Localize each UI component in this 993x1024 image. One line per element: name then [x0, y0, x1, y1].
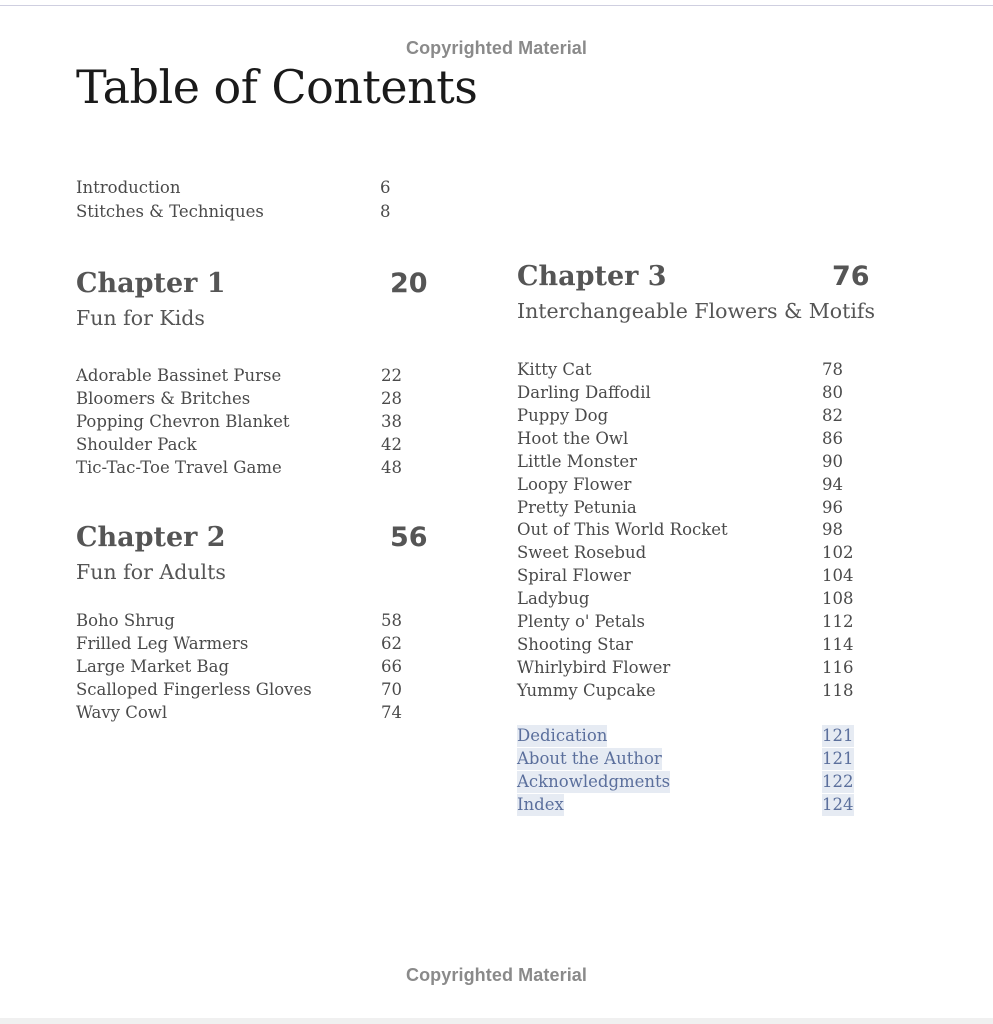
back-matter-entry	[517, 725, 877, 747]
toc-entry	[517, 497, 877, 519]
toc-entry-page: 102	[822, 543, 854, 562]
toc-entry-page: 62	[381, 634, 402, 653]
toc-entry-page: 121	[822, 749, 854, 768]
toc-entry-label: Bloomers & Britches	[76, 389, 251, 408]
toc-entry	[517, 680, 877, 702]
chapter-title: Chapter 3	[517, 261, 667, 292]
toc-entry	[517, 382, 877, 404]
toc-entry-label: Stitches & Techniques	[76, 202, 264, 221]
toc-entry-label: Spiral Flower	[517, 566, 631, 585]
toc-entry-page: 114	[822, 635, 854, 654]
toc-entry-label: Shooting Star	[517, 635, 633, 654]
toc-entry-label: Boho Shrug	[76, 611, 175, 630]
toc-entry-label: Large Market Bag	[76, 657, 230, 676]
toc-entry-page: 8	[380, 202, 391, 221]
toc-entry-label: Shoulder Pack	[76, 435, 197, 454]
toc-entry-label: Plenty o' Petals	[517, 612, 646, 631]
toc-entry-label: Sweet Rosebud	[517, 543, 647, 562]
toc-entry-page: 112	[822, 612, 854, 631]
toc-entry-page: 22	[381, 366, 402, 385]
toc-entry	[517, 474, 877, 496]
toc-entry-page: 96	[822, 498, 843, 517]
toc-entry	[76, 679, 416, 701]
chapter-subtitle: Fun for Kids	[76, 306, 205, 330]
chapter-title: Chapter 2	[76, 522, 226, 553]
chapter-title: Chapter 1	[76, 268, 226, 299]
toc-entry-page: 121	[822, 726, 854, 745]
toc-entry	[517, 565, 877, 587]
toc-entry-label: Adorable Bassinet Purse	[76, 366, 282, 385]
toc-entry-page: 122	[822, 772, 854, 791]
toc-entry-label: Little Monster	[517, 452, 637, 471]
toc-entry-label: Pretty Petunia	[517, 498, 637, 517]
toc-entry-label: Frilled Leg Warmers	[76, 634, 249, 653]
toc-entry	[76, 388, 416, 410]
toc-entry-page: 116	[822, 658, 854, 677]
toc-entry-label: Dedication	[517, 726, 608, 745]
toc-entry	[517, 428, 877, 450]
chapter-page: 76	[832, 261, 870, 292]
toc-entry-label: Acknowledgments	[517, 772, 671, 791]
toc-entry-page: 28	[381, 389, 402, 408]
toc-entry	[517, 634, 877, 656]
toc-entry-label: Out of This World Rocket	[517, 520, 728, 539]
toc-entry	[76, 411, 416, 433]
toc-entry	[517, 519, 877, 541]
chapter-2-heading	[76, 522, 436, 592]
toc-entry-label: Yummy Cupcake	[517, 681, 656, 700]
toc-entry-label: Wavy Cowl	[76, 703, 168, 722]
copyright-watermark-bottom: Copyrighted Material	[405, 965, 588, 985]
toc-entry	[76, 201, 406, 223]
toc-entry-page: 104	[822, 566, 854, 585]
toc-entry	[76, 610, 416, 632]
toc-entry-page: 48	[381, 458, 402, 477]
toc-entry	[76, 434, 416, 456]
toc-entry-page: 124	[822, 795, 854, 814]
back-matter-entry	[517, 771, 877, 793]
toc-entry-page: 74	[381, 703, 402, 722]
chapter-subtitle: Fun for Adults	[76, 560, 226, 584]
toc-entry-page: 98	[822, 520, 843, 539]
back-matter-entry	[517, 794, 877, 816]
chapter-1-heading	[76, 268, 436, 338]
toc-entry-page: 66	[381, 657, 402, 676]
toc-entry	[517, 657, 877, 679]
toc-entry-page: 82	[822, 406, 843, 425]
toc-entry-page: 118	[822, 681, 854, 700]
toc-entry	[76, 656, 416, 678]
chapter-page: 56	[390, 522, 428, 553]
copyright-watermark-top: Copyrighted Material	[405, 38, 588, 58]
toc-entry-label: About the Author	[517, 749, 662, 768]
toc-entry-label: Kitty Cat	[517, 360, 592, 379]
toc-entry	[76, 702, 416, 724]
toc-entry-page: 80	[822, 383, 843, 402]
toc-entry-label: Loopy Flower	[517, 475, 632, 494]
toc-entry-page: 58	[381, 611, 402, 630]
toc-entry	[517, 542, 877, 564]
toc-entry	[76, 365, 416, 387]
chapter-3-heading	[517, 261, 937, 331]
toc-entry-label: Hoot the Owl	[517, 429, 629, 448]
page-title: Table of Contents	[76, 60, 478, 114]
toc-entry	[517, 588, 877, 610]
toc-entry-label: Index	[517, 795, 564, 814]
toc-entry	[517, 405, 877, 427]
toc-entry-page: 42	[381, 435, 402, 454]
toc-entry-page: 94	[822, 475, 843, 494]
toc-entry-page: 38	[381, 412, 402, 431]
toc-entry-label: Puppy Dog	[517, 406, 609, 425]
toc-entry-page: 86	[822, 429, 843, 448]
top-border	[0, 5, 993, 6]
toc-entry	[517, 611, 877, 633]
chapter-subtitle: Interchangeable Flowers & Motifs	[517, 299, 876, 323]
toc-entry-label: Ladybug	[517, 589, 590, 608]
bottom-border	[0, 1018, 993, 1024]
toc-entry	[517, 359, 877, 381]
toc-entry-page: 108	[822, 589, 854, 608]
chapter-page: 20	[390, 268, 428, 299]
back-matter-entry	[517, 748, 877, 770]
toc-entry	[76, 633, 416, 655]
toc-entry-label: Introduction	[76, 178, 181, 197]
toc-entry	[76, 457, 416, 479]
toc-entry-label: Popping Chevron Blanket	[76, 412, 290, 431]
toc-entry-page: 70	[381, 680, 402, 699]
toc-entry-label: Scalloped Fingerless Gloves	[76, 680, 312, 699]
toc-entry-page: 6	[380, 178, 391, 197]
toc-entry-label: Tic-Tac-Toe Travel Game	[76, 458, 282, 477]
toc-entry-label: Whirlybird Flower	[517, 658, 671, 677]
toc-entry-label: Darling Daffodil	[517, 383, 651, 402]
toc-entry-page: 90	[822, 452, 843, 471]
toc-entry-page: 78	[822, 360, 843, 379]
toc-entry	[517, 451, 877, 473]
toc-entry	[76, 177, 406, 199]
